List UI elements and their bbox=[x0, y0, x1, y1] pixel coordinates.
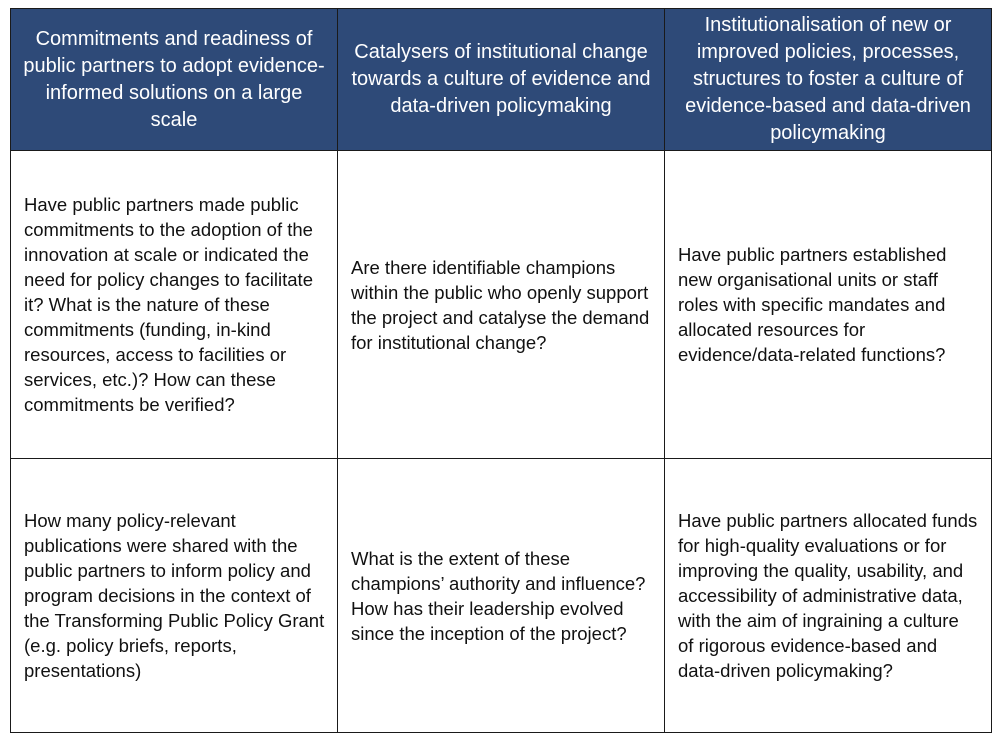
table-cell: Are there identifiable champions within the public who openly support the project and catalyse the demand for institutional change? bbox=[338, 151, 665, 459]
evaluation-criteria-table bbox=[10, 8, 992, 733]
table-cell: Have public partners allocated funds for high-quality evaluations or for improving the quality, usability, and accessibility of administrative data, with the aim of ingraining a culture of rigorous evidence-based and data-driven policymaking? bbox=[665, 459, 992, 733]
table-cell: What is the extent of these champions’ authority and influence? How has their leadership evolved since the inception of the project? bbox=[338, 459, 665, 733]
header-row bbox=[11, 9, 992, 151]
table-cell: How many policy-relevant publications were shared with the public partners to inform policy and program decisions in the context of the Transforming Public Policy Grant (e.g. policy briefs, reports, presentations) bbox=[11, 459, 338, 733]
table-row bbox=[11, 151, 992, 459]
table-cell: Have public partners made public commitments to the adoption of the innovation at scale or indicated the need for policy changes to facilitate it? What is the nature of these commitments (funding, in-kind resources, access to facilities or services, etc.)? How can these commitments be verified? bbox=[11, 151, 338, 459]
header-institutionalisation: Institutionalisation of new or improved policies, processes, structures to foster a culture of evidence-based and data-driven policymaking bbox=[665, 9, 992, 151]
table-row bbox=[11, 459, 992, 733]
header-commitments-readiness: Commitments and readiness of public partners to adopt evidence-informed solutions on a large scale bbox=[11, 9, 338, 151]
table-cell: Have public partners established new organisational units or staff roles with specific mandates and allocated resources for evidence/data-related functions? bbox=[665, 151, 992, 459]
header-catalysers-change: Catalysers of institutional change towards a culture of evidence and data-driven policymaking bbox=[338, 9, 665, 151]
evaluation-criteria-table-frame bbox=[10, 8, 991, 732]
